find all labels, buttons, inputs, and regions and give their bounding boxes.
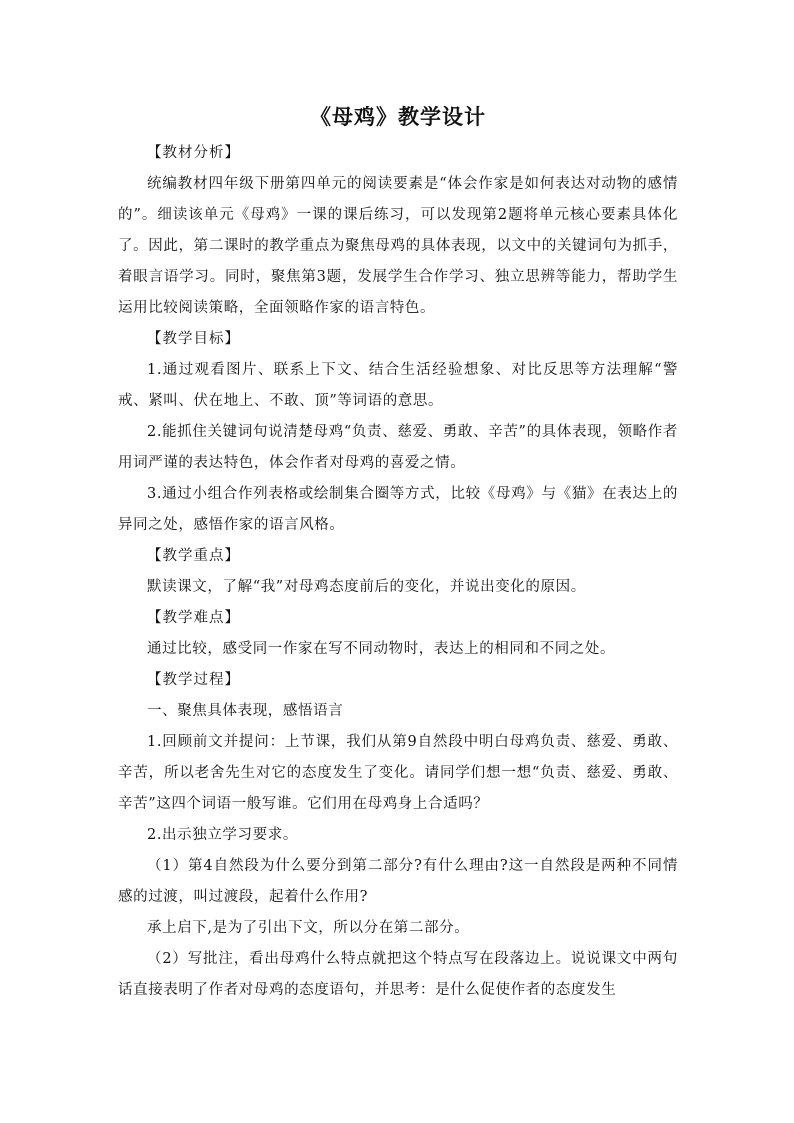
difficulties-paragraph: 通过比较，感受同一作家在写不同动物时，表达上的相同和不同之处。 (147, 641, 616, 657)
process-paragraph-5: （2）写批注，看出母鸡什么特点就把这个特点写在段落边上。说说课文中两句话直接表明了作者对母鸡的态度语句，并思考：是什么促使作者的态度发生 (118, 951, 678, 998)
process-subheading: 一、聚焦具体表现，感悟语言 (147, 703, 344, 719)
document-title: 《母鸡》教学设计 (310, 105, 486, 129)
section-heading-process: 【教学过程】 (147, 672, 240, 688)
goal-item-3: 3.通过小组合作列表格或绘制集合圈等方式，比较《母鸡》与《猫》在表达上的异同之处，感悟作家的语言风格。 (118, 486, 678, 533)
process-paragraph-1: 1.回顾前文并提问：上节课，我们从第9自然段中明白母鸡负责、慈爱、勇敢、辛苦，所以老舍先生对它的态度发生了变化。请同学们想一想“负责、慈爱、勇敢、辛苦”这四个词语一般写谁。它们用在母鸡身上合适吗？ (118, 734, 678, 812)
goal-item-1: 1.通过观看图片、联系上下文、结合生活经验想象、对比反思等方法理解“警戒、紧叫、伏在地上、不敢、顶”等词语的意思。 (118, 362, 678, 409)
process-paragraph-3: （1）第4自然段为什么要分到第二部分?有什么理由?这一自然段是两种不同情感的过渡，叫过渡段，起着什么作用? (118, 858, 678, 905)
section-heading-goals: 【教学目标】 (147, 331, 240, 347)
section-heading-analysis: 【教材分析】 (147, 145, 240, 161)
analysis-paragraph: 统编教材四年级下册第四单元的阅读要素是“体会作家是如何表达对动物的感情的”。细读该单元《母鸡》一课的课后练习，可以发现第2题将单元核心要素具体化了。因此，第二课时的教学重点为聚焦母鸡的具体表现，以文中的关键词句为抓手，着眼言语学习。同时，聚焦第3题，发展学生合作学习、独立思辨等能力，帮助学生运用比较阅读策略，全面领略作家的语言特色。 (118, 176, 678, 316)
goal-item-2: 2.能抓住关键词句说清楚母鸡“负责、慈爱、勇敢、辛苦”的具体表现，领略作者用词严谨的表达特色，体会作者对母鸡的喜爱之情。 (118, 424, 678, 471)
process-paragraph-4: 承上启下,是为了引出下文，所以分在第二部分。 (147, 920, 470, 936)
process-paragraph-2: 2.出示独立学习要求。 (147, 827, 298, 843)
key-points-paragraph: 默读课文，了解“我”对母鸡态度前后的变化，并说出变化的原因。 (147, 579, 586, 595)
section-heading-difficulties: 【教学难点】 (147, 610, 240, 626)
section-heading-key-points: 【教学重点】 (147, 548, 240, 564)
